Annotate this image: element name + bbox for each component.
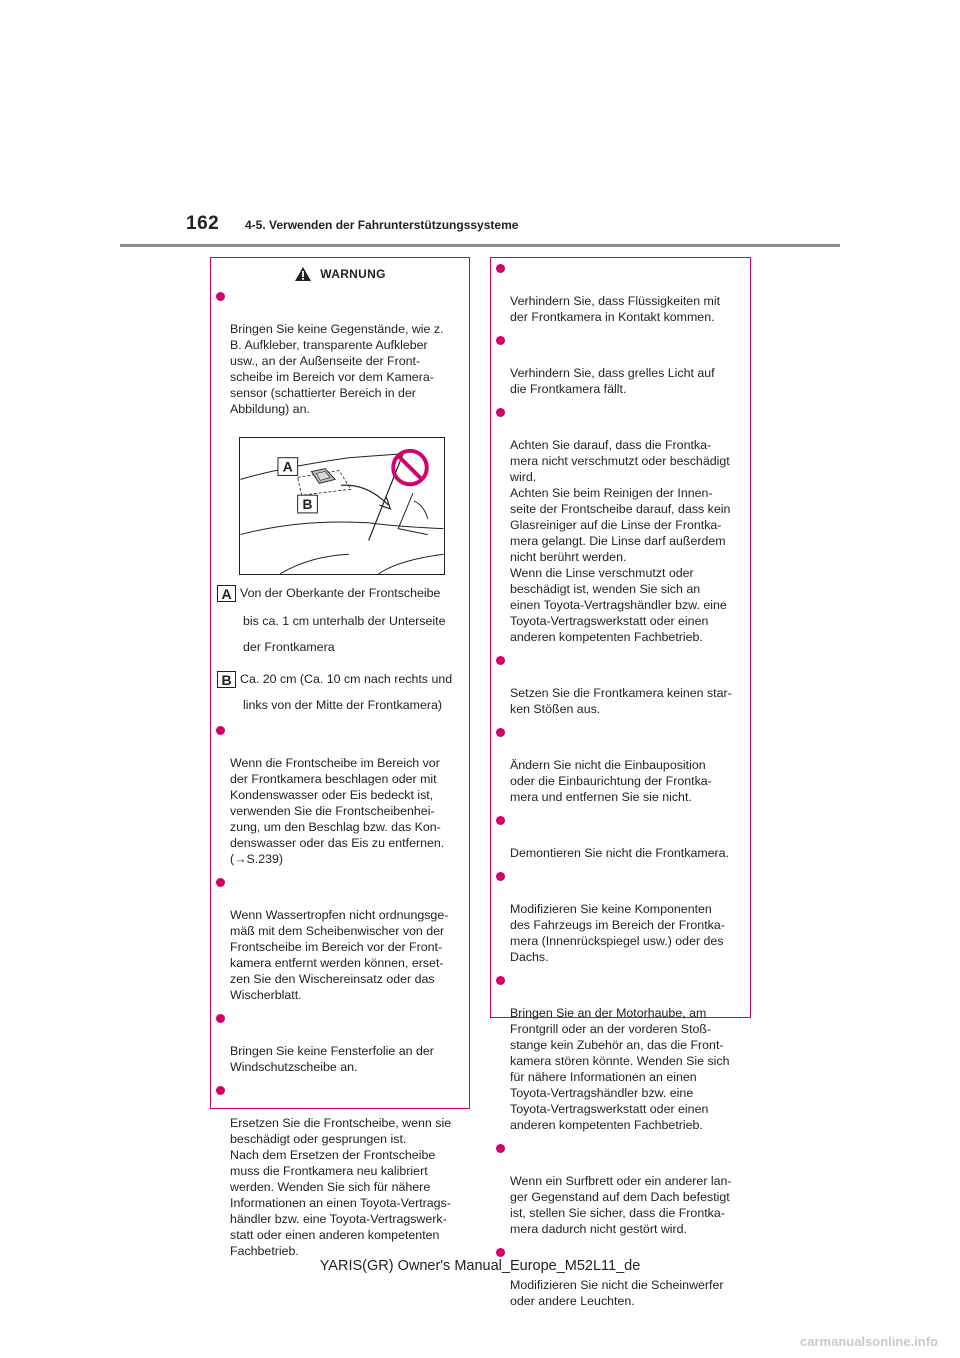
warning-bullet xyxy=(493,725,740,805)
warning-bullet xyxy=(493,1245,740,1309)
legend-line: Ca. 20 cm (Ca. 10 cm nach rechts und xyxy=(240,672,453,686)
illustration-label-a: A xyxy=(282,459,293,475)
bullet-dot-icon xyxy=(496,816,505,825)
bullet-text: Ändern Sie nicht die Einbauposition oder die Einbaurichtung der Frontka- mera und entfernen Sie sie nicht. xyxy=(510,758,712,804)
bullet-text: Wenn Wassertropfen nicht ordnungsge- mäß mit dem Scheibenwischer von der Frontscheibe im Bereich vor der Front- kamera entfernt werden können, erset- zen Sie den Wischereinsatz oder das Wischerblatt. xyxy=(230,908,449,1002)
watermark[interactable]: carmanualsonline.info xyxy=(800,1334,938,1349)
warning-box-left xyxy=(210,257,470,1258)
bullet-text: Verhindern Sie, dass grelles Licht auf die Frontkamera fällt. xyxy=(510,366,715,396)
warning-bullet xyxy=(493,973,740,1133)
warning-bullet xyxy=(493,869,740,965)
bullet-text: Bringen Sie keine Fensterfolie an der Windschutzscheibe an. xyxy=(230,1044,434,1074)
legend-line: bis ca. 1 cm unterhalb der Unterseite xyxy=(243,614,446,628)
bullet-text: Wenn ein Surfbrett oder ein anderer lan- ger Gegenstand auf dem Dach befestigt ist, stellen Sie sicher, dass die Frontka- mera dadurch nicht gestört wird. xyxy=(510,1174,732,1236)
warning-triangle-icon xyxy=(294,266,312,282)
warning-bullet xyxy=(493,813,740,861)
bullet-dot-icon xyxy=(216,1014,225,1023)
legend-line: der Frontkamera xyxy=(243,640,335,654)
warning-right-content xyxy=(491,258,750,1309)
warning-bullet xyxy=(213,875,459,1003)
bullet-dot-icon xyxy=(496,872,505,881)
bullet-dot-icon xyxy=(496,264,505,273)
bullet-dot-icon xyxy=(496,408,505,417)
warning-bullet xyxy=(493,333,740,397)
footer-manual-id: YARIS(GR) Owner's Manual_Europe_M52L11_de xyxy=(319,1258,641,1274)
bullet-dot-icon xyxy=(216,726,225,735)
warning-bullet xyxy=(493,653,740,717)
legend-key-a: A xyxy=(217,585,236,602)
warning-bullet xyxy=(213,723,459,867)
section-title: 4-5. Verwenden der Fahrunterstützungssysteme xyxy=(245,218,519,232)
warning-box-right xyxy=(490,257,751,1308)
legend-item-b xyxy=(213,671,459,713)
header-rule xyxy=(120,244,840,247)
bullet-dot-icon xyxy=(216,1086,225,1095)
page-number: 162 xyxy=(186,213,220,234)
bullet-text: Bringen Sie an der Motorhaube, am Frontgrill oder an der vorderen Stoß- stange kein Zubehör an, das die Front- kamera stören könnte. Wenden Sie sich für nähere Informationen an einen Toyota-Vertragshändler bzw. eine Toyota-Vertragswerkstatt oder einen anderen kompetenten Fachbetrieb. xyxy=(510,1006,730,1132)
bullet-text: Wenn die Frontscheibe im Bereich vor der Frontkamera beschlagen oder mit Kondenswasser oder Eis bedeckt ist, verwenden Sie die Frontscheibenhei- zung, um den Beschlag bzw. das Kon- denswasser oder das Eis zu entfernen. (→S.239) xyxy=(230,756,445,866)
bullet-dot-icon xyxy=(496,656,505,665)
bullet-text: Bringen Sie keine Gegenstände, wie z. B. Aufkleber, transparente Aufkleber usw., an der Außenseite der Front- scheibe im Bereich vor dem Kamera- sensor (schattierter Bereich in der Abbildung) an. xyxy=(230,322,444,416)
bullet-text: Verhindern Sie, dass Flüssigkeiten mit der Frontkamera in Kontakt kommen. xyxy=(510,294,721,324)
bullet-dot-icon xyxy=(496,976,505,985)
warning-header xyxy=(211,258,469,289)
bullet-dot-icon xyxy=(496,728,505,737)
warning-title: WARNUNG xyxy=(320,266,386,281)
bullet-dot-icon xyxy=(496,1144,505,1153)
legend-item-a xyxy=(213,585,459,655)
warning-bullet xyxy=(213,1083,459,1259)
bullet-dot-icon xyxy=(496,1248,505,1257)
bullet-text: Setzen Sie die Frontkamera keinen star- ken Stößen aus. xyxy=(510,686,732,716)
legend-line: Von der Oberkante der Frontscheibe xyxy=(240,586,441,600)
warning-bullet xyxy=(493,405,740,645)
legend-key-b: B xyxy=(217,671,236,688)
bullet-text: Ersetzen Sie die Frontscheibe, wenn sie beschädigt oder gesprungen ist. Nach dem Ersetzen der Frontscheibe muss die Frontkamera neu kalibriert werden. Wenden Sie sich für nähere Informationen an einen Toyota-Vertrags- händler bzw. eine Toyota-Vertragswerk- statt oder einen anderen kompetenten Fachbetrieb. xyxy=(230,1116,452,1258)
bullet-text: Modifizieren Sie keine Komponenten des Fahrzeugs im Bereich der Frontka- mera (Innenrückspiegel usw.) oder des Dachs. xyxy=(510,902,725,964)
warning-left-content xyxy=(211,289,469,1259)
illustration-label-b: B xyxy=(302,496,313,512)
bullet-text: Achten Sie darauf, dass die Frontka- mera nicht verschmutzt oder beschädigt wird. Achten Sie beim Reinigen der Innen- seite der Frontscheibe darauf, dass kein Glasreiniger auf die Linse der Frontka- mera gelangt. Die Linse darf außerdem nicht berührt werden. Wenn die Linse verschmutzt oder beschädigt ist, wenden Sie sich an einen Toyota-Vertragshändler bzw. eine Toyota-Vertragswerkstatt oder einen anderen kompetenten Fachbetrieb. xyxy=(510,438,731,644)
bullet-dot-icon xyxy=(216,878,225,887)
camera-area-illustration xyxy=(239,437,445,575)
warning-bullet xyxy=(213,289,459,417)
warning-bullet xyxy=(493,261,740,325)
warning-bullet xyxy=(493,1141,740,1237)
bullet-text: Modifizieren Sie nicht die Scheinwerfer oder andere Leuchten. xyxy=(510,1278,724,1308)
bullet-text: Demontieren Sie nicht die Frontkamera. xyxy=(510,846,730,860)
legend-line: links von der Mitte der Frontkamera) xyxy=(243,698,443,712)
bullet-dot-icon xyxy=(496,336,505,345)
warning-bullet xyxy=(213,1011,459,1075)
bullet-dot-icon xyxy=(216,292,225,301)
